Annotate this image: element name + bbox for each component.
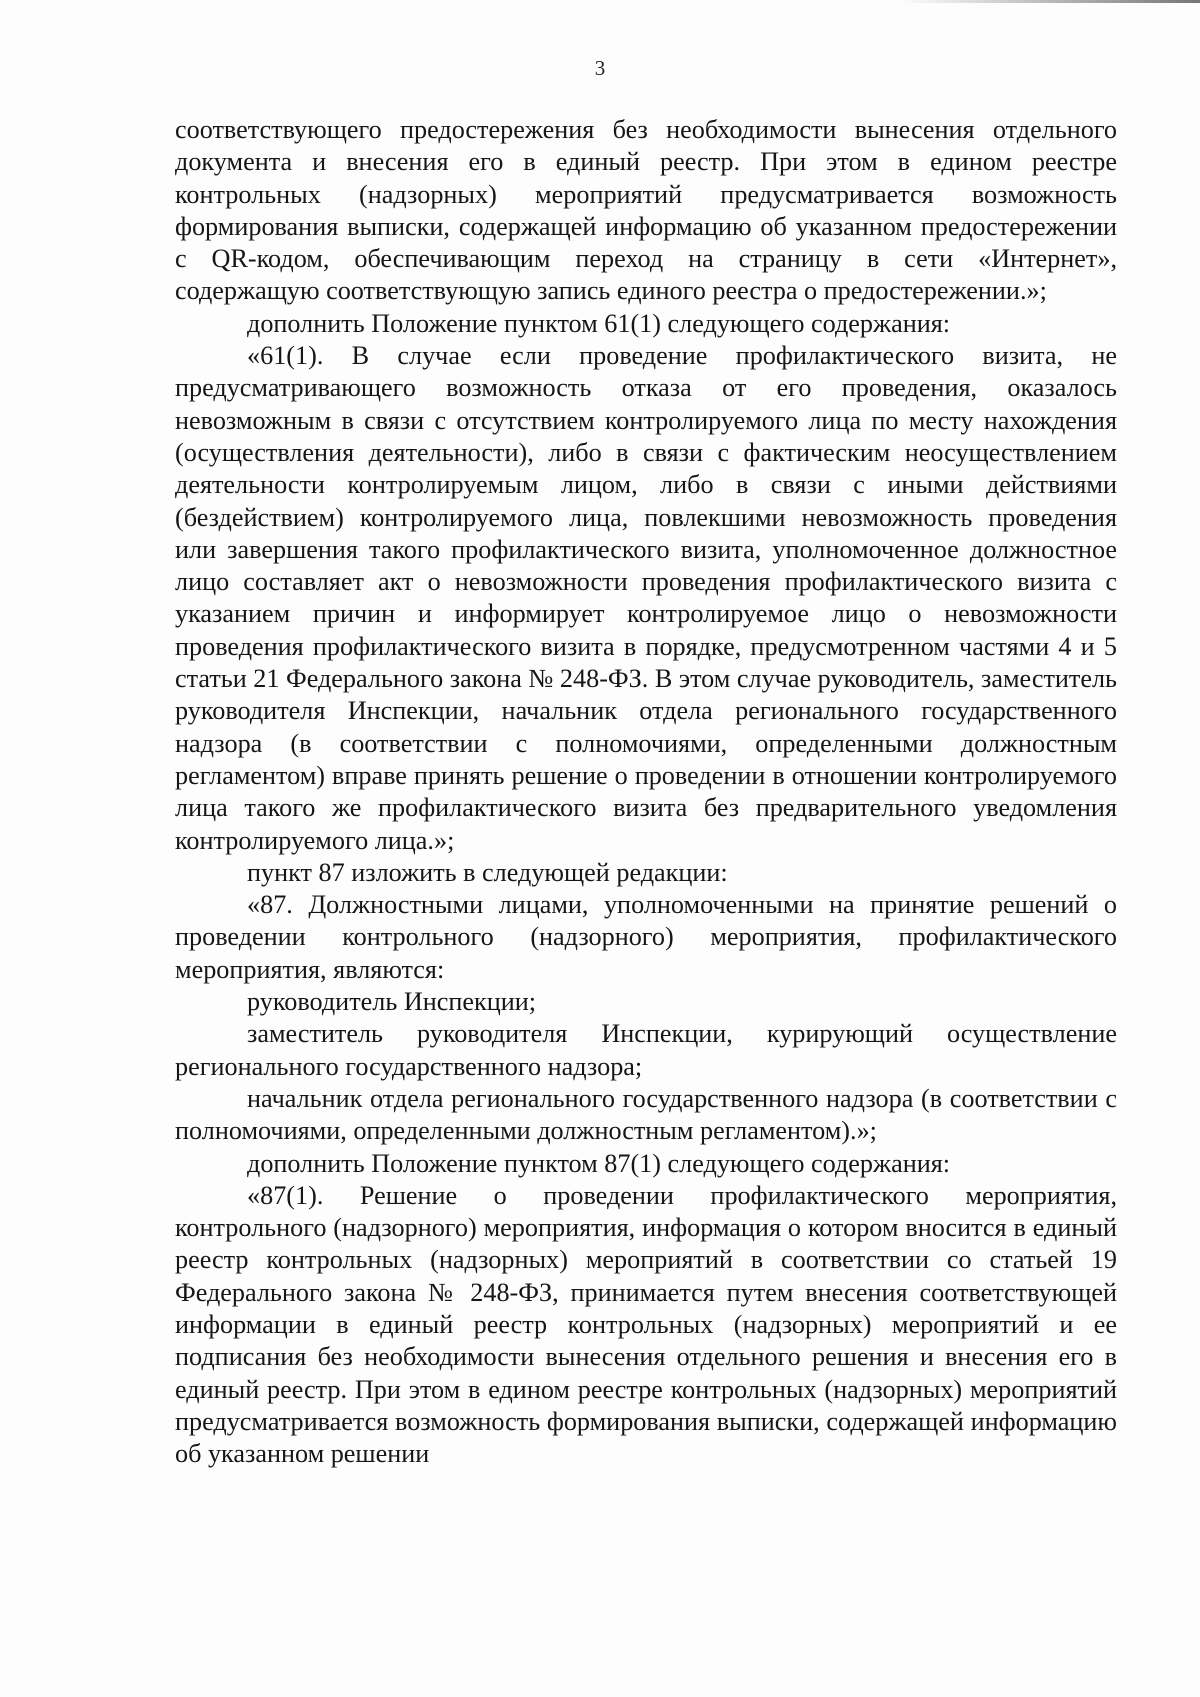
paragraph-4: пункт 87 изложить в следующей редакции:: [247, 857, 728, 887]
paragraph-2: дополнить Положение пунктом 61(1) следующего содержания:: [247, 308, 951, 338]
page-number: 3: [594, 56, 606, 80]
paragraph-7: заместитель руководителя Инспекции, курирующий осуществление регионального государственного надзора;: [175, 1019, 1117, 1081]
document-body: [175, 114, 1117, 1470]
paragraph-6: руководитель Инспекции;: [247, 987, 537, 1017]
paragraph-8: начальник отдела регионального государственного надзора (в соответствии с полномочиями, определенными должностным регламентом).»;: [175, 1083, 1117, 1146]
paragraph-10: «87(1). Решение о проведении профилактического мероприятия, контрольного (надзорного) мероприятия, информация о котором вносится в единый реестр контрольных (надзорных) мероприятий в соответствии со статьей 19 Федерального закона № 248-ФЗ, принимается путем внесения соответствующей информации в единый реестр контрольных (надзорных) мероприятий и ее подписания без необходимости вынесения отдельного решения и внесения его в единый реестр. При этом в едином реестре контрольных (надзорных) мероприятий предусматривается возможность формирования выписки, содержащей информацию об указанном решении: [175, 1180, 1117, 1469]
paragraph-3: «61(1). В случае если проведение профилактического визита, не предусматривающего возможность отказа от его проведения, оказалось невозможным в связи с отсутствием контролируемого лица по месту нахождения (осуществления деятельности), либо в связи с фактическим неосуществлением деятельности контролируемым лицом, либо в связи с иными действиями (бездействием) контролируемого лица, повлекшими невозможность проведения или завершения такого профилактического визита, уполномоченное должностное лицо составляет акт о невозможности проведения профилактического визита с указанием причин и информирует контролируемое лицо о невозможности проведения профилактического визита в порядке, предусмотренном частями 4 и 5 статьи 21 Федерального закона № 248-ФЗ. В этом случае руководитель, заместитель руководителя Инспекции, начальник отдела регионального государственного надзора (в соответствии с полномочиями, определенными должностным регламентом) вправе принять решение о проведении в отношении контролируемого лица такого же профилактического визита без предварительного уведомления контролируемого лица.»;: [175, 341, 1117, 855]
paragraph-5: «87. Должностными лицами, уполномоченными на принятие решений о проведении контрольного (надзорного) мероприятия, профилактического мероприятия, являются:: [175, 890, 1117, 984]
paragraph-9: дополнить Положение пунктом 87(1) следующего содержания:: [247, 1148, 951, 1178]
scan-edge-line: [900, 0, 1200, 3]
paragraph-1: соответствующего предостережения без необходимости вынесения отдельного документа и внесения его в единый реестр. При этом в едином реестре контрольных (надзорных) мероприятий предусматривается возможность формирования выписки, содержащей информацию об указанном предостережении с QR-кодом, обеспечивающим переход на страницу в сети «Интернет», содержащую соответствующую запись единого реестра о предостережении.»;: [175, 115, 1117, 306]
